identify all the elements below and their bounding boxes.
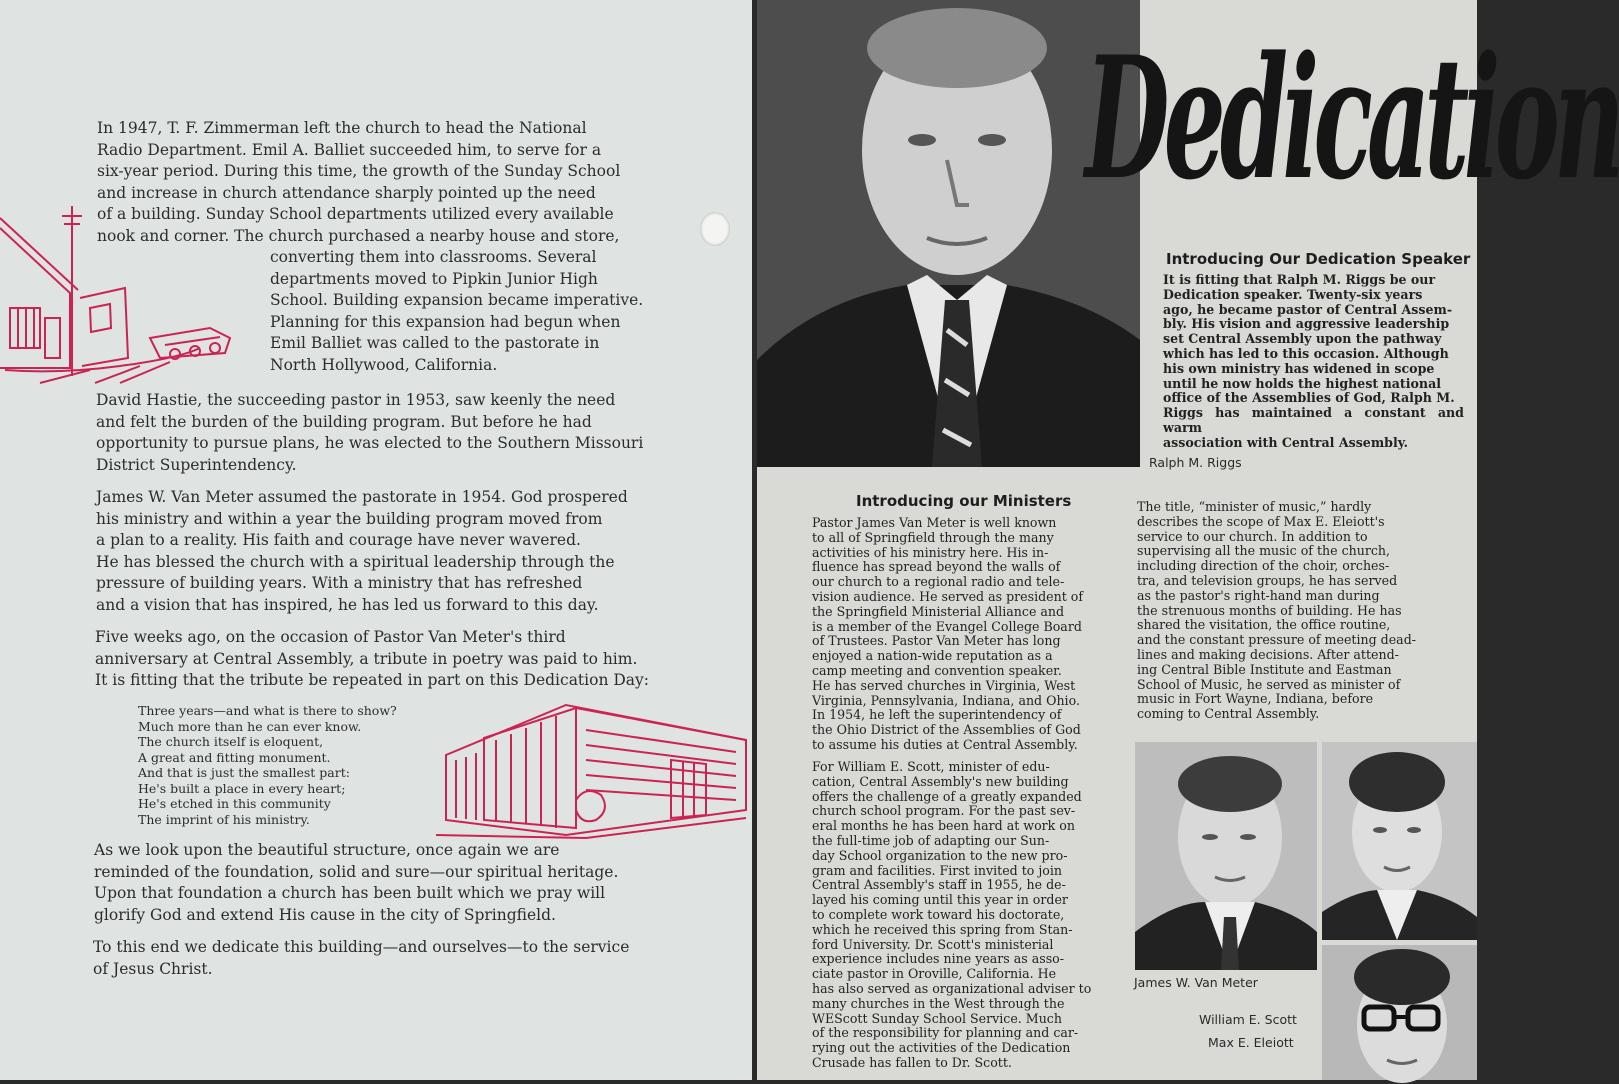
ministers-col1-para1: Pastor James Van Meter is well known to all of Springfield through the many activities of his ministry here. His in- fluence has spread beyond the walls of our church to a regional radio and tele- vision audience. He served as president of the Springfield Ministerial Alliance and is a member of the Evangel College Board of Trustees. Pastor Van Meter has long enjoyed a nation-wide reputation as a camp meeting and convention speaker. He has served churches in Virginia, West Virginia, Pennsylvania, Indiana, and Ohio. In 1954, he left the superintendency of the Ohio District of the Assemblies of God to assume his duties at Central Assembly. xyxy=(812,515,1084,752)
new-church-sketch-illustration xyxy=(436,700,748,842)
portrait-william-scott xyxy=(1322,742,1477,940)
paragraph-6: To this end we dedicate this building—and ourselves—to the service of Jesus Christ. xyxy=(93,938,630,978)
dedication-title: Dedication xyxy=(1085,19,1619,217)
ministers-col2: The title, “minister of music,” hardly describes the scope of Max E. Eleiott's service to our church. In addition to supervising all the music of the church, including direction of the choir, orches- tra, and television groups, he has served as the pastor's right-hand man during the strenuous months of building. He has shared the visitation, the office routine, and the constant pressure of meeting dead- lines and making decisions. After attend- ing Central Bible Institute and Eastman School of Music, he served as minister of music in Fort Wayne, Indiana, before coming to Central Assembly. xyxy=(1137,499,1417,722)
paragraph-5: As we look upon the beautiful structure, once again we are reminded of the foundation, solid and sure—our spiritual heritage. Upon that foundation a church has been built which we pray will glorify God and extend His cause in the city of Springfield. xyxy=(94,841,619,924)
paragraph-2: David Hastie, the succeeding pastor in 1953, saw keenly the need and felt the burden of the building program. But before he had opportunity to pursue plans, he was elected to the Southern Missouri District Superintendency. xyxy=(96,391,644,474)
speaker-heading: Introducing Our Dedication Speaker xyxy=(1166,250,1471,268)
speaker-text: It is fitting that Ralph M. Riggs be our Dedication speaker. Twenty-six years ago, he became pastor of Central Assem- bly. His vision and aggressive leadership set Central Assembly upon the pathway which has led to this occasion. Although his own ministry has widened in scope until he now holds the highest national office of the Assemblies of God, Ralph M. Riggs has maintained a constant and warm association with Central Assembly. xyxy=(1163,272,1464,450)
tribute-poem: Three years—and what is there to show? Much more than he can ever know. The church itself is eloquent, A great and fitting monument. And that is just the smallest part: He's built a place in every heart; He's etched in this community The imprint of his ministry. xyxy=(138,703,397,827)
portrait-james-van-meter xyxy=(1135,742,1317,970)
paragraph-1-indented: converting them into classrooms. Several departments moved to Pipkin Junior High School. Building expansion became imperative. Planning for this expansion had begun when Emil Balliet was called to the pastorate in North Hollywood, California. xyxy=(270,248,644,374)
ministers-heading: Introducing our Ministers xyxy=(856,492,1072,510)
portrait-max-eleiott xyxy=(1322,945,1477,1080)
old-church-sketch-illustration xyxy=(0,198,265,383)
speaker-caption: Ralph M. Riggs xyxy=(1149,455,1242,470)
caption-van-meter: James W. Van Meter xyxy=(1134,975,1258,990)
paragraph-4: Five weeks ago, on the occasion of Pastor Van Meter's third anniversary at Central Assembly, a tribute in poetry was paid to him. It is fitting that the tribute be repeated in part on this Dedication Day: xyxy=(95,628,650,689)
caption-eleiott: Max E. Eleiott xyxy=(1208,1035,1294,1050)
binding-hole-left xyxy=(700,212,730,246)
portrait-ralph-riggs xyxy=(757,0,1140,467)
caption-scott: William E. Scott xyxy=(1199,1012,1297,1027)
paragraph-3: James W. Van Meter assumed the pastorate in 1954. God prospered his ministry and within a year the building program moved from a plan to a reality. His faith and courage have never wavered. He has blessed the church with a spiritual leadership through the pressure of building years. With a ministry that has refreshed and a vision that has inspired, he has led us forward to this day. xyxy=(96,488,628,614)
ministers-col1-para2: For William E. Scott, minister of edu- cation, Central Assembly's new building offers the challenge of a greatly expanded church school program. For the past sev- eral months he has been hard at work on the full-time job of adapting our Sun- day School organization to the new pro- gram and facilities. First invited to join Central Assembly's staff in 1955, he de- layed his coming until this year in order to complete work toward his doctorate, which he received this spring from Stan- ford University. Dr. Scott's ministerial experience includes nine years as asso- ciate pastor in Oroville, California. He has also served as organizational adviser to many churches in the West through the WEScott Sunday School Service. Much of the responsibility for planning and car- rying out the activities of the Dedication Crusade has fallen to Dr. Scott. xyxy=(812,759,1092,1070)
paragraph-1-top: In 1947, T. F. Zimmerman left the church to head the National Radio Department. Emil A. Balliet succeeded him, to serve for a six-year period. During this time, the growth of the Sunday School and increase in church attendance sharply pointed up the need of a building. Sunday School departments utilized every available nook and corner. The church purchased a nearby house and store, xyxy=(97,119,621,245)
